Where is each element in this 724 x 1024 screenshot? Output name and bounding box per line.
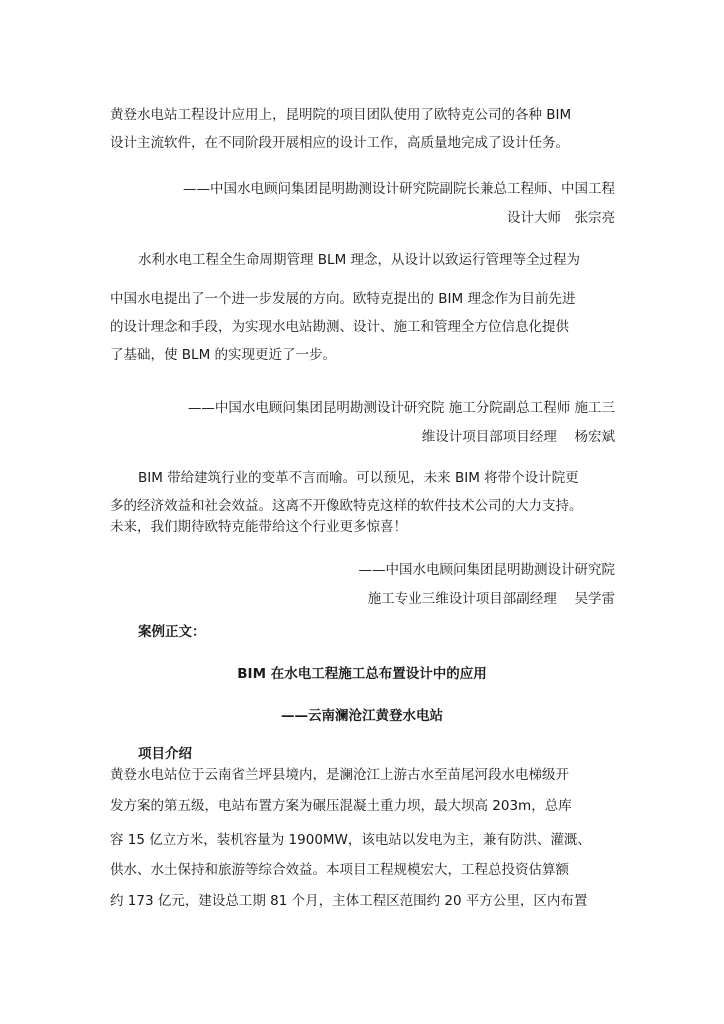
paragraph-3-line-1: BIM 带给建筑行业的变革不言而喻。可以预见，未来 BIM 将带个设计院更 [138,470,579,486]
attribution-2-line-1: ——中国水电顾问集团昆明勘测设计研究院 施工分院副总工程师 施工三 [187,400,615,416]
case-subtitle: ——云南澜沧江黄登水电站 [281,708,443,724]
case-label: 案例正文： [138,624,206,640]
project-intro-line-1: 黄登水电站位于云南省兰坪县境内，是澜沧江上游古水至苗尾河段水电梯级开 [110,767,569,783]
attribution-1-line-1: ——中国水电顾问集团昆明勘测设计研究院副院长兼总工程师、中国工程 [183,181,615,197]
paragraph-2-line-1: 水利水电工程全生命周期管理 BLM 理念，从设计以致运行管理等全过程为 [138,252,581,268]
paragraph-2-line-2: 中国水电提出了一个进一步发展的方向。欧特克提出的 BIM 理念作为目前先进 [110,291,576,307]
attribution-2-line-2: 维设计项目部项目经理 杨宏斌 [421,429,615,445]
paragraph-3-line-2: 多的经济效益和社会效益。这离不开像欧特克这样的软件技术公司的大力支持。 [110,498,583,514]
project-intro-line-4: 供水、水土保持和旅游等综合效益。本项目工程规模宏大，工程总投资估算额 [110,862,569,878]
paragraph-3-line-3: 未来，我们期待欧特克能带给这个行业更多惊喜！ [110,519,407,535]
paragraph-2-line-3: 的设计理念和手段，为实现水电站勘测、设计、施工和管理全方位信息化提供 [110,319,569,335]
project-intro-line-2: 发方案的第五级，电站布置方案为碾压混凝土重力坝，最大坝高 203m，总库 [110,798,572,814]
paragraph-1-line-1: 黄登水电站工程设计应用上，昆明院的项目团队使用了欧特克公司的各种 BIM [110,107,572,123]
paragraph-2-line-4: 了基础，使 BLM 的实现更近了一步。 [110,347,337,363]
attribution-1-line-2: 设计大师 张宗亮 [507,210,615,226]
case-title: BIM 在水电工程施工总布置设计中的应用 [237,666,487,682]
paragraph-1-line-2: 设计主流软件，在不同阶段开展相应的设计工作，高质量地完成了设计任务。 [110,135,569,151]
attribution-3-line-1: ——中国水电顾问集团昆明勘测设计研究院 [358,562,615,578]
attribution-3-line-2: 施工专业三维设计项目部副经理 吴学雷 [367,591,615,607]
project-intro-line-5: 约 173 亿元，建设总工期 81 个月，主体工程区范围约 20 平方公里，区内布置 [110,893,588,909]
project-intro-line-3: 容 15 亿立方米，装机容量为 1900MW，该电站以发电为主，兼有防洪、灌溉、 [110,832,591,848]
project-intro-heading: 项目介绍 [138,746,192,762]
